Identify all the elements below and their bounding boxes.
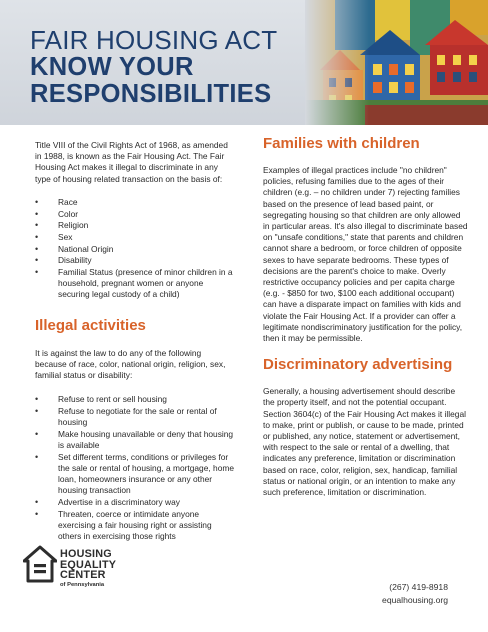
list-item: • Refuse to negotiate for the sale or rental of housing [35,406,235,428]
logo-line-4: of Pennsylvania [60,581,105,588]
illegal-activities-heading: Illegal activities [35,316,146,334]
contact-info [382,581,448,607]
advertising-paragraph: Generally, a housing advertisement should describe the property itself, and not the potential occupant. Section 3604(c) of the Fair Housing Act makes it illegal to make, print or publish, or cause to be made, printed or published, any notice, statement or advertisement, with respect to the sale or rental of a dwelling, that indicates any preference, limitation or discrimination based on race, color, religion, sex, handicap, familial status or national origin, or an intention to make any such preference, limitation or discrimination. [263,386,466,498]
protected-classes-list [35,197,235,301]
list-item: • Set different terms, conditions or privileges for the sale or rental of housing, a mortgage, home loan, homeowners insurance or any other housing transaction [35,452,235,497]
left-column [35,140,235,543]
page-title [30,27,330,108]
list-item: • Familial Status (presence of minor children in a household, pregnant women or anyone securing legal custody of a child) [35,267,235,301]
header-banner [0,0,488,125]
logo-line-1: HOUSING [60,548,112,560]
list-item: • Make housing unavailable or deny that housing is available [35,429,235,451]
list-item: • Race [35,197,235,208]
list-item: • Color [35,209,235,220]
intro-paragraph: Title VIII of the Civil Rights Act of 1968, as amended in 1988, is known as the Fair Housing Act. The Fair Housing Act makes it illegal to discriminate in any type of housing related transaction on the basis of: [35,140,228,184]
house-equal-icon [23,545,57,585]
list-item: • Disability [35,255,235,266]
list-item: • Advertise in a discriminatory way [35,497,235,508]
title-line-1: FAIR HOUSING ACT [30,25,278,55]
illegal-activities-list [35,394,235,542]
illegal-intro-paragraph: It is against the law to do any of the following because of race, color, national origin, religion, sex, familial status or disability: [35,347,226,381]
website-link[interactable]: equalhousing.org [382,595,448,605]
title-line-2: KNOW YOUR [30,53,194,81]
logo-wordmark [60,549,116,589]
colorful-houses-illustration [305,0,488,125]
families-paragraph: Examples of illegal practices include "no children" policies, refusing families due to the ages of their children (e.g. – no children under 7) rejecting families based on the presence of lead based paint, or segregating housing so that children are only allowed in particular areas. It's also illegal to discriminate based on "unsafe conditions," state that parents and children cannot share a bedroom, or force children of opposite sexes to have separate bedrooms. These types of decisions are the parent's choice to make. Overly restrictive occupancy policies and per capita charge (e.g. - $850 for two, $100 each additional occupant) can have a disparate impact on families with kids and violate the Fair Housing Act. If a provider can offer a legitimate nondiscriminatory justification for the policy, then it may be permissible. [263,165,468,344]
list-item: • Refuse to rent or sell housing [35,394,235,405]
phone-number[interactable]: (267) 419-8918 [389,582,448,592]
logo-line-3: CENTER [60,569,106,582]
discriminatory-advertising-heading: Discriminatory advertising [263,356,453,374]
list-item: • Religion [35,220,235,231]
title-line-3: RESPONSIBILITIES [30,80,272,108]
right-column [263,135,468,498]
logo-line-2: EQUALITY [60,558,117,571]
list-item: • Sex [35,232,235,243]
list-item: • Threaten, coerce or intimidate anyone exercising a fair housing right or assisting others in exercising those rights [35,509,235,543]
list-item: • National Origin [35,244,235,255]
housing-equality-center-logo [23,545,133,597]
families-heading: Families with children [263,135,420,152]
